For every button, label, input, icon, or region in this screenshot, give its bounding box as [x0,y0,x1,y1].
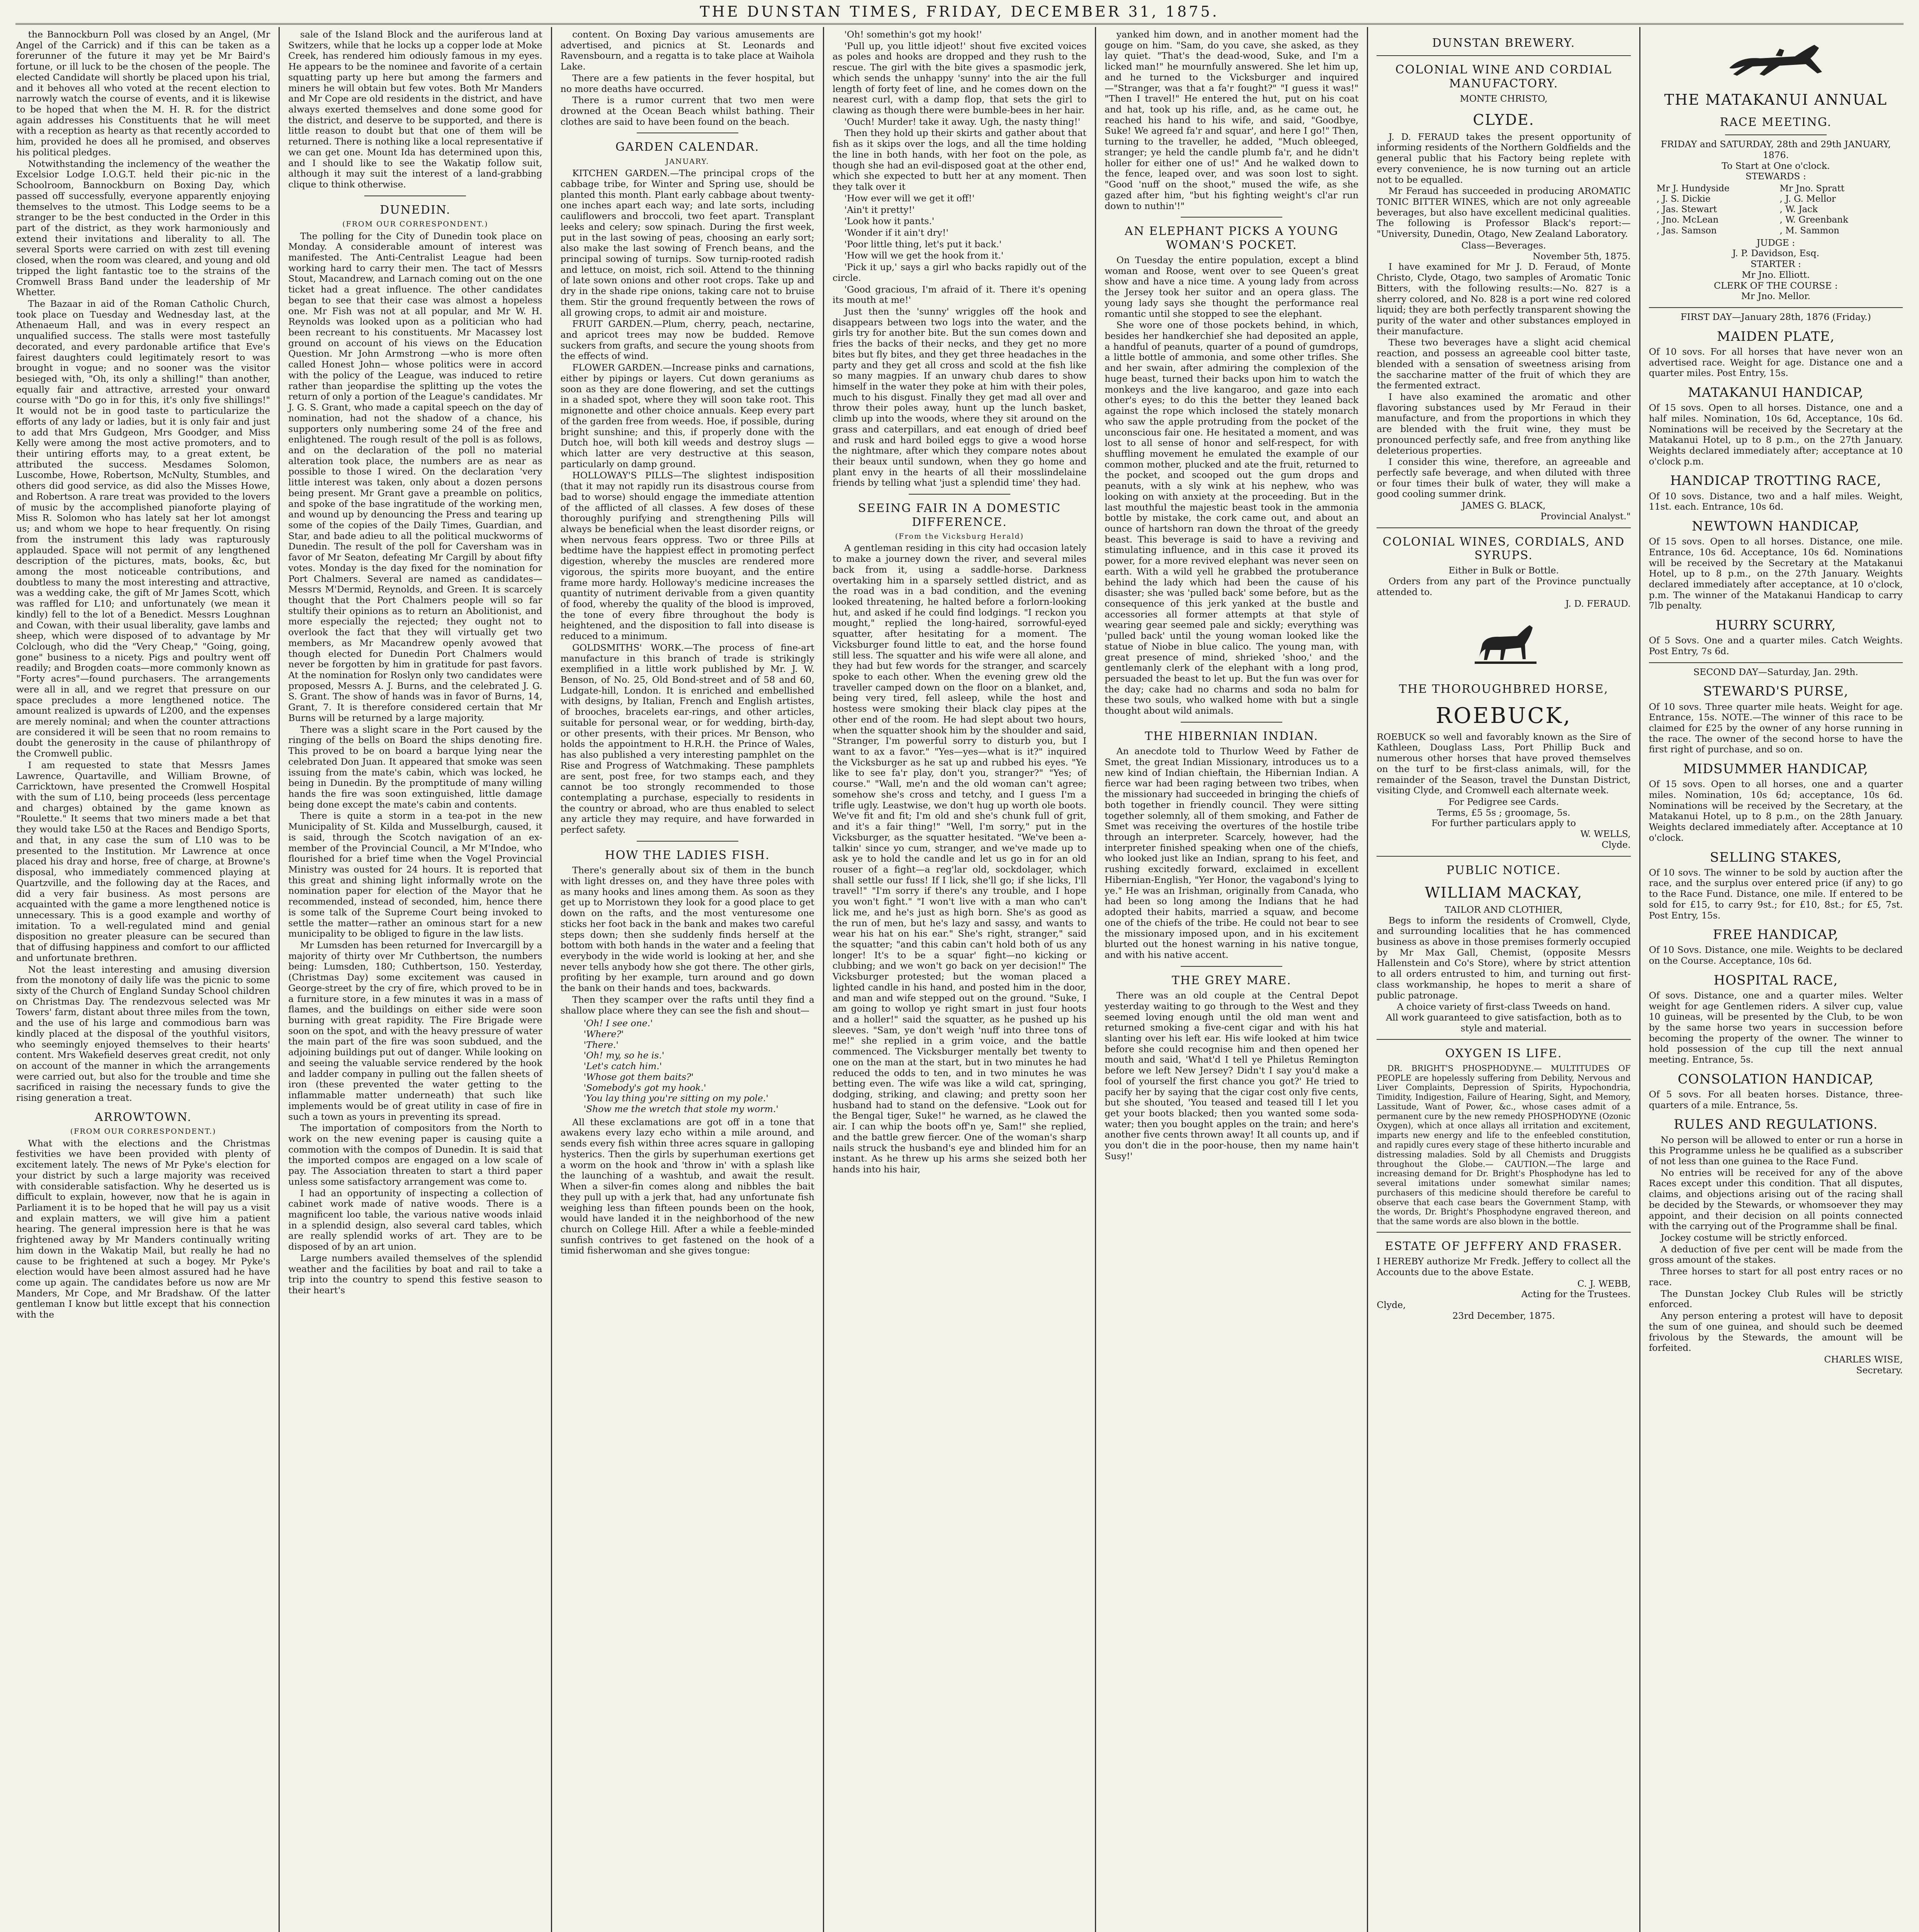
col3-paras [561,29,814,127]
wells-signature: W. WELLS, [1580,828,1631,840]
feraud-report-3: I have also examined the aromatic and other flavoring substances used by Mr Feraud in their manufacture, and from the proportions in which they are blended with the fruit wine, they must be pronounced perfectly safe, and free from anything like deleterious properties. [1377,391,1631,456]
stewards-list [1657,184,1903,236]
line: 'Let's catch him.' [583,1061,662,1072]
webb-date: 23rd December, 1875. [1452,1310,1555,1321]
paragraph: I am requested to state that Messrs James Lawrence, Quartaville, and William Browne, of Carricktown, have presented the Cromwell Hospital with the sum of L10, being proceeds (less percentage and charges) obtained by the game known as "Roulette." It seems that two miners made a bet that they would take L50 at the Races and Bendigo Sports, and that, in any case the sum of L10 was to be presented to the Institution. Mr Lawrence at once placed his dray and horse, free of charge, at Browne's disposal, who immediately commenced playing at Quartzville, and the following day at the Races, and did a very fair business. As most persons are acquainted with the game a more lengthened notice is unnecessary. This is a good example and worthy of imitation. To a well-regulated mind and genial disposition no greater pleasure can be secured than that of diffusing happiness and comfort to our afflicted and unfortunate brethren. [16,759,270,963]
paragraph: yanked him down, and in another moment had the gouge on him. "Sam, do you cave, she asked, as they lay quiet. "That's the dead-wood, Suke, and I'm a licked man!" he mournfully answered. She let him up, and he turned to the Vicksburger and inquired—"Stranger, was that a fa'r fought?" "I guess it was!" "Then I travel!" He entered the hut, put on his coat and hat, took up his rifle, and, as he came out, he reached his hand to his wife, and said, "Goodbye, Suke! We agreed fa'r and squar', and here I go!" Then, turning to the traveller, he added, "Much obleeged, stranger; ye held the candle plumb fa'r, and he didn't holler for either one of us!" And he walked down to the fence, leaped over, and was soon lost to sight. "Good 'nuff on the shoot," mused the wife, as she gazed after him, "but his fighting weight's cl'ar run down to nuthin'!" [1105,29,1359,211]
seeing-heading: SEEING FAIR IN A DOMESTIC DIFFERENCE. [858,502,1061,529]
seeing-sub: (From the Vicksburg Herald) [895,532,1024,541]
monte-christo: MONTE CHRISTO, [1460,93,1548,104]
horse-icon [1463,617,1544,675]
feraud-report-2: These two beverages have a slight acid chemical reaction, and possess an agreeable cool bitter taste, blended with a sensation of sweetness arising from the saccharine matter of the fruit of which they are the fermented extract. [1377,337,1631,391]
paragraph: The Dunstan Jockey Club Rules will be strictly enforced. [1649,1288,1903,1310]
feraud-bitters: Mr Feraud has succeeded in producing AROMATIC TONIC BITTER WINES, which are not only agreeable beverages, but also have excellent medicinal qualities. The following is Professor Black's report:— "University, Dunedin, Otago, New Zealand Laboratory. [1377,185,1631,240]
race-name: STEWARD'S PURSE, [1703,684,1849,699]
greymare-paras [1105,990,1358,1162]
paragraph: A deduction of five per cent will be made from the gross amount of the stakes. [1649,1243,1903,1265]
paragraph: Jockey costume will be strictly enforced. [1661,1232,1848,1243]
column-7 [1640,27,1911,1932]
elephant-heading: AN ELEPHANT PICKS A YOUNG WOMAN'S POCKET. [1124,224,1339,252]
roebuck-text: ROEBUCK so well and favorably known as the Sire of Kathleen, Douglass Lass, Port Phillip Buck and numerous other horses that have proved themselves on the turf to be first-class animals, will, for the remainder of the Season, travel the Dunstan District, visiting Clyde, and Cromwell each alternate week. [1377,731,1631,796]
divider [1377,1232,1630,1233]
col2-paras [288,29,542,190]
paragraph: An anecdote told to Thurlow Weed by Father de Smet, the great Indian Missionary, introduces us to a new kind of Indian chieftain, the Hibernian Indian. A fierce war had been raging between two tribes, when the missionary had succeeded in bringing the chiefs of both together in friendly council. They were sitting together solemnly, all of them smoking, and Father de Smet was receiving the overtures of the hostile tribe through an interpreter. Scarcely, however, had the interpreter finished speaking when one of the chiefs, who looked just like an Indian, sprang to his feet, and rushing excitedly forward, exclaimed in excellent Hibernian-English, "Yer Honor, the vagabond's lying to ye." He was an Irishman, originally from Canada, who had been so long among the Indians that he had adopted their habits, married a squaw, and become one of the chiefs of the tribe. He could not bear to see the missionary imposed upon, and in his excitement blurted out the honest warning in his native tongue, and with his native accent. [1105,746,1359,960]
racehorse-illustration [1649,37,1903,83]
paragraph: 'Pull up, you little idjeot!' shout five excited voices as poles and hooks are dropped and they rush to the rescue. The girl with the bite gives a spasmodic jerk, which sends the unhappy 'sunny' into the air the full length of forty feet of line, and he comes down on the nearest curl, with a damp flop, that sets the girl to clawing as though there were bumble-bees in her hair. [832,40,1087,116]
hibernian-heading: THE HIBERNIAN INDIAN. [1145,729,1319,743]
race-name: MATAKANUI HANDICAP, [1688,385,1864,401]
paragraph: 'Ain't it pretty!' [844,204,915,215]
paragraph: 'How ever will we get it off!' [844,192,975,204]
divider [1181,217,1282,218]
race-conditions: Of 10 sovs. Three quarter mile heats. Weight for age. Entrance, 15s. NOTE.—The winner of this race to be claimed for £25 by the owner of any horse running in the race. The owner of the second horse to have the first right of purchase, and so on. [1649,701,1903,755]
line: , J. S. Dickie [1656,194,1711,204]
stewards-label: STEWARDS : [1745,171,1806,182]
columns [8,27,1911,1932]
dunedin-sub: (FROM OUR CORRESPONDENT.) [342,220,488,229]
paragraph: There was a slight scare in the Port caused by the ringing of the bells on Board the ships denoting fire. This proved to be on board a barque lying near the celebrated Don Juan. It appeared that smoke was seen issuing from the mate's cabin, which was locked, he being in Dunedin. By the promptitude of many willing hands the fire was soon extinguished, little damage being done except the mate's cabin and contents. [288,724,542,810]
first-day: FIRST DAY—January 28th, 1876 (Friday.) [1680,311,1871,323]
paragraph: She wore one of those pockets behind, in which, besides her handkerchief she had deposited an apple, a handful of peanuts, quarter of a pound of gumdrops, a little bottle of ammonia, and some other trifles. She and her swain, after admiring the complexion of the huge beast, turned their backs upon him to watch the monkeys and the live kangaroo, and gaze into each other's eyes; to do this the better they leaned back against the rope which inclosed the stately monarch who saw the apple protruding from the pocket of the unconscious fair one. He hesitated a moment, and was lost to all sense of honor and self-respect, for with shuffling movement he emulated the example of our common mother, plucked and ate the fruit, returned to the pocket, and scooped out the gum drops and peanuts, with a sly wink at his nephew, who was looking on with anxiety at the proceeding. But in the last mouthful the majestic beast took in the ammonia bottle by mistake, the cork came out, and about an ounce of hartshorn ran down the throat of the greedy beast. This beverage is said to have a reviving and stimulating influence, and in this case it proved its power, for a more revived elephant was never seen on earth. With a wild yell he grabbed the protuberance behind the lady which had been the cause of his disaster; she was 'pulled back' some before, but as the consequence of this jerk yanked at the bustle and accessories all former attempts at that style of wearing gear seemed pale and sickly; everything was 'pulled back' until the young woman looked like the statue of Niobe in blue calico. The young man, with great presence of mind, shrieked 'shoo,' and the gentlemanly clerk of the elephant with a long prod, persuaded the beast to let up. But the fun was over for the day; cake had no charms and soda no balm for these two souls, who walked home with but a single thought about wild animals. [1105,320,1359,716]
line: , W. Jack [1780,204,1818,215]
rules-heading: RULES AND REGULATIONS. [1674,1117,1878,1133]
race-conditions: Of 10 sovs. The winner to be sold by auction after the race, and the surplus over entered price (if any) to go to the Race Fund. Distance, one mile. If entered to be sold for £15, to carry 9st.; for £10, 8st.; for £5, 7st. Post Entry, 15s. [1649,867,1903,921]
column-6 [1368,27,1640,1932]
paragraph: There is a rumor current that two men were drowned at the Ocean Beach whilst bathing. Their clothes are said to have been found on the beach. [560,95,814,127]
paragraph: Large numbers availed themselves of the splendid weather and the facilities by boat and rail to take a trip into the country to spend this festive season to their heart's [288,1252,542,1296]
divider [1649,662,1903,663]
race-conditions: Of 10 sovs. Distance, two and a half miles. Weight, 11st. each. Entrance, 10s 6d. [1649,490,1903,512]
race-name: FREE HANDICAP, [1713,927,1839,943]
paragraph: KITCHEN GARDEN.—The principal crops of the cabbage tribe, for Winter and Spring use, should be planted this month. Plant early cabbage about twenty-one inches apart each way; and late sorts, including cauliflowers and broccoli, two feet apart. Transplant leeks and celery; sow spinach. During the first week, put in the last sowing of peas, choosing an early sort; also make the last sowing of French beans, and the principal sowing of turnips. Sow turnip-rooted radish and lettuce, on moist, rich soil. Attend to the thinning of late sown onions and other root crops. Take up and dry in the shade ripe onions, taking care not to bruise them. Stir the ground frequently between the rows of all growing crops, to admit air and moisture. [560,168,814,318]
race-name: MIDSUMMER HANDICAP, [1683,761,1868,777]
elephant-paras [1105,255,1358,716]
column-4 [824,27,1096,1932]
line: 'Whose got them baits?' [583,1071,694,1082]
paragraph: Just then the 'sunny' wriggles off the hook and disappears between two logs into the water, and the girls try for another bite. But the sun comes down and fries the backs of their necks, and they get no more bites but fly bites, and they get three headaches in the party and they get all cross and scold at the fish like so many magpies. If an unwary chub dares to show himself in the water they poke at him with their poles, much to his disgust. Finally they get mad all over and throw their poles away, hunt up the lunch basket, climb up into the woods, where they sit around on the grass and caterpillars, and eat enough of dried beef and rusk and hard boiled eggs to give a wood horse the nightmare, after which they compare notes about their beaux until sundown, when they go home and plant envy in the hearts of all their mosslindelaine friends by telling what 'just a splendid time' they had. [832,306,1087,488]
feraud-signature: J. D. FERAUD. [1565,598,1631,609]
oxygen-heading: OXYGEN IS LIFE. [1445,1047,1562,1061]
col4-paras [833,29,1086,488]
racehorse-icon [1718,37,1834,83]
col1-paras [16,29,270,1104]
paragraph: 'Good gracious, I'm afraid of it. There it's opening its mouth at me!' [832,284,1087,306]
rules-list [1649,1135,1903,1354]
feraud-date: November 5th, 1875. [1533,250,1631,262]
paragraph: 'Wonder if it ain't dry!' [844,227,948,238]
paragraph: 'Ouch! Murder! take it away. Ugh, the nasty thing!' [844,116,1081,127]
divider [1377,856,1630,857]
brewery-heading: DUNSTAN BREWERY. [1432,36,1576,50]
paragraph: Three horses to start for all post entry races or no race. [1649,1266,1903,1287]
line: 'You lay thing you're sitting on my pole.' [583,1093,768,1104]
masthead: THE DUNSTAN TIMES, FRIDAY, DECEMBER 31, 1875. [15,0,1904,25]
paragraph: On Tuesday the entire population, except a blind woman and Roose, went over to see Queen's great show and have a nice time. A young lady from across the Jersey took her suitor and an opera glass. The young lady says she thought the performance real romantic until she stopped to see the elephant. [1105,255,1359,319]
paragraph: FLOWER GARDEN.—Increase pinks and carnations, either by pipings or layers. Cut down geraniums as soon as they are done flowering, and set the cuttings in a shaded spot, where they will soon take root. This mignonette and other choice annuals. Keep every part of the garden free from weeds. Hoe, if possible, during bright sunshine; and this, if properly done with the Dutch hoe, will both kill weeds and destroy slugs —which latter are very destructive at this season, particularly on damp ground. [560,362,814,469]
feraud-intro: J. D. FERAUD takes the present opportunity of informing residents of the Northern Goldfields and the general public that his Factory being replete with every convenience, he is now turning out an article not to be equalled. [1377,131,1631,185]
paragraph: Not the least interesting and amusing diversion from the monotony of daily life was the picnic to some sixty of the Church of England Sunday School children on Christmas Day. The rendezvous selected was Mr Towers' farm, distant about three miles from the town, and the use of his large and commodious barn was kindly placed at the disposal of the youthful visitors, who seemingly enjoyed themselves to their hearts' content. Mrs Wakefield deserves great credit, not only on account of the manner in which the arrangements were carried out, but also for the trouble and time she sacrificed in raising the necessary funds to give the rising generation a treat. [16,964,270,1104]
divider [1649,307,1903,308]
cordials-bulk: Either in Bulk or Bottle. [1448,565,1559,576]
line: 'Oh! I see one.' [583,1018,653,1029]
paragraph: There is quite a storm in a tea-pot in the new Municipality of St. Kilda and Musselburgh, caused, it is said, through the Scotch navigation of an ex-member of the Provincial Council, a Mr M'Indoe, who flourished for a brief time when the Vogel Provincial Ministry was ousted for 24 hours. It is reported that this great and shining light informally wrote on the nomination paper for election of the Mayor that he recommended, instead of seconded, him, hence there is some talk of the Supreme Court being invoked to settle the matter—rather an ominous start for a new municipality to be obliged to figure in the law lists. [288,810,542,939]
race-subtitle: RACE MEETING. [1720,115,1832,129]
horse-heading: THE THOROUGHBRED HORSE, [1399,682,1609,696]
dunedin-paras [288,231,542,1296]
divider [637,841,738,842]
paragraph: A gentleman residing in this city had occasion lately to make a journey down the river, and several miles back from it, using a saddle-horse. Darkness overtaking him in a sparsely settled district, and as the road was in a bad condition, and the evening looked threatening, he halted before a forlorn-looking hut, and asked if he could find lodgings. "I reckon you mought," replied the long-haired, sorrowful-eyed squatter, after hesitating for a moment. The Vicksburger found little to eat, and the horse found still less. The squatter and his wife were all alone, and they had but few words for the stranger, and scarcely spoke to each other. When the evening grew old the traveller camped down on the floor on a blanket, and, being very tired, fell asleep, while the host and hostess were smoking their black clay pipes at the other end of the room. He had slept about two hours, when the squatter shook him by the shoulder and said, "Stranger, I'm powerful sorry to disturb you, but I want to ax a favor." "Yes—yes—what is it?" inquired the Vicksburger as he sat up and rubbed his eyes. "Ye like to see fa'r play, don't you, stranger?" "Yes; of course." "Wall, me'n and the old woman can't agree; somehow she's cross and tetchy, and I guess I'm a trifle ugly. Leastwise, we don't hug up worth ole boots. We've fit and fit; I'm old and she's chunk full of grit, and it's a fair thing!" "Well, I'm sorry," put in the Vicksburger, as the squatter hesitated. "We've been a-talkin' since yo cum, stranger, and we've made up to ask ye to hold the candle and let us go in for an old rouser of a fight—a reg'lar old, sockdolager, which shall settle our fuss! If I lick, she'll go; if she licks, I'll travel!" "I'm sorry if there's any trouble, and I hope you won't fight." "I won't live with a man who can't lick me, and he's just as high born. She's as good as the run of men, but he's lazy and sassy, and wants to wear his hat on his ear." She's right, stranger," said the squatter; "and this cabin can't hold both of us any longer! It's to be a squar' fight—no kicking or clubbing; and we won't go back on yer decision!" The Vicksburger protested; but the woman placed a lighted candle in his hand, and posted him in the door, and man and wife stepped out on the ground. "Suke, I am going to wollop ye right smart in just four hoots and a holler!" said the squatter, as he pushed up his sleeves. "Sam, ye don't weigh 'nuff into three tons of me!" she replied in a grim voice, and the battle commenced. The Vicksburger mentally bet twenty to one on the man at the start, but in two minutes he had reduced the odds to ten, and in two minutes he was betting even. The wife was like a wild cat, springing, dodging, striking, and clawing; and pretty soon her husband had to stand on the defensive. "Look out for the Bengal tiger, Suke!" he warned, as he clawed the air. I can whip the boots off'n ye, Sam!" she replied, and the battle grew fiercer. One of the woman's sharp nails struck the husband's eye and blinded him for an instant. As he threw up his arms she seized both her hands into his hair, [832,543,1087,1175]
column-3 [552,27,824,1932]
paragraph: Mr Lumsden has been returned for Invercargill by a majority of thirty over Mr Cuthbertson, the numbers being: Lumsden, 180; Cuthbertson, 150. Yesterday, (Christmas Day) some excitement was caused in George-street by the cry of fire, which proved to be in a furniture store, in a few minutes it was in a mass of flames, and the buildings on either side were soon burning with great rapidity. The Fire Brigade were soon on the spot, and with the heavy pressure of water the main part of the fire was soon subdued, and the adjoining buildings put out of danger. While looking on and seeing the valuable service rendered by the hook and ladder company in pulling out the fallen sheets of iron (these prevented the water getting to the inflammable matter underneath) that such like implements would be of great utility in case of fire in such a town as yours in preventing its spread. [288,940,542,1122]
mackay-text: Begs to inform the residents of Cromwell, Clyde, and surrounding localities that he has commenced business as above in those premises formerly occupied by Mr Max Gall, Chemist, (opposite Messrs Hallenstein and Co's Store), where by strict attention to all orders entrusted to him, and turning out first-class workmanship, he hopes to merit a share of public patronage. [1377,915,1631,1001]
goldsmiths-paragraph: GOLDSMITHS' WORK.—The process of fine-art manufacture in this branch of trade is strikingly exemplified in a little work published by Mr. J. W. Benson, of No. 25, Old Bond-street and of 58 and 60, Ludgate-hill, London. It is enriched and embellished with designs, by Italian, French and English artistes, of brooches, bracelets ear-rings, and other articles, suitable for personal wear, or for wedding, birth-day, or other presents, with their prices. Mr Benson, who holds the appointment to H.R.H. the Prince of Wales, has also published a very interesting pamphlet on the Rise and Progress of Watchmaking. These pamphlets are sent, post free, for two stamps each, and they cannot be too strongly recommended to those contemplating a purchase, especially to residents in the country or abroad, who are thus enabled to select any article they may require, and have forwarded in perfect safety. [560,642,814,835]
paragraph: FRUIT GARDEN.—Plum, cherry, peach, nectarine, and apricot trees may now be budded. Remove suckers from grafts, and secure the young shoots from the effects of wind. [560,318,814,362]
line: 'Somebody's got my hook.' [583,1082,706,1093]
divider [909,494,1010,495]
line: , Jas. Stewart [1656,204,1717,215]
webb-title: Acting for the Trustees. [1521,1289,1631,1300]
race-name: HURRY SCURRY, [1715,617,1836,633]
line: , Jas. Samson [1656,225,1717,236]
clerk-name: Mr Jno. Mellor. [1741,291,1810,302]
divider [1377,1039,1630,1040]
race-conditions: Of sovs. Distance, one and a quarter miles. Welter weight for age Gentlemen riders. A silver cup, value 10 guineas, will be presented by the Club, to be won by the same horse two years in succession before becoming the property of the owner. The winner to hold possession of the cup till the next annual meeting. Entrance, 5s. [1649,990,1903,1065]
column-5 [1096,27,1368,1932]
judge-label: JUDGE : [1756,237,1795,248]
paragraph: The Bazaar in aid of the Roman Catholic Church, took place on Tuesday and Wednesday last, at the Athenaeum Hall, and was in every respect an unqualified success. The stalls were most tastefully decorated, and every pardonable artifice that Eve's fairest daughters could legitimately resort to was brought in vogue; and no sooner was the visitor besieged with, "Oh, its only a shilling!" than another, equally fair and attractive, arrested your onward course with "Do go in for this, it's only five shillings!" It would not be in good taste to particularize the efforts of any lady or ladies, but it is only fair and just to add that Mrs Gudgeon, Mrs Goodger, and Miss Kelly were among the most active promoters, and to their untiring efforts may, to a great extent, be attributed the success. Mesdames Solomon, Luscombe, Howe, Robertson, McNulty, Stumbles, and others did good service, as did also the Misses Howe, and Robertson. A rare treat was provided to the lovers of music by the accomplished pianoforte playing of Miss R. Solomon who has lately sat her lot amongst us; and whom we hope to hear frequently. On rising from the instrument this lady was rapturously applauded. Space will not permit of any lengthened description of the pictures, mats, books, &c, but among the most noticeable contributions, and doubtless to many the most interesting and attractive, was a wedding cake, the gift of Mr James Scott, which was raffled for L10; and unfortunately (we mean it kindly) fell to the lot of a Benedict. Messrs Loughnan and Cowan, with their usual liberality, gave lambs and sheep, which were disposed of to advantage by Mr Colclough, who did the "Very Cheap," "Going, going, gone" business to a nicety. Pigs and poultry went off readily; and Brogden coats—more commonly known as "Forty acres"—found purchasers. The arrangements were all in all, and we regret that pressure on our space precludes a more lengthened notice. The amount realized is upwards of L200, and the expenses are merely nominal; and when the counter attractions are considered it will be seen that no room remains to doubt the generosity in the cause of philanthropy of the Cromwell public. [16,298,270,759]
mackay-guarantee: All work guaranteed to give satisfaction, both as to style and material. [1386,1012,1622,1034]
race-conditions: Of 15 sovs. Open to all horses, one and a quarter miles. Nomination, 10s 6d; acceptance, 10s 6d. Nominations will be received by the Secretary, at the Matakanui Hotel, up to 8 p.m., on the 28th January. Weights declared immediately after. Acceptance at 10 o'clock. [1649,779,1903,843]
race-conditions: Of 5 Sovs. One and a quarter miles. Catch Weights. Post Entry, 7s 6d. [1649,635,1903,656]
paragraph: the Bannockburn Poll was closed by an Angel, (Mr Angel of the Carrick) and if this can be taken as a forerunner of the future it may yet be Mr Baird's fortune, or ill luck to be the chosen of the people. The elected Candidate will shortly be placed upon his trial, and it behoves all who voted at the recent election to narrowly watch the course of events, and it is likewise to be hoped that when the M. H. R. for the district again addresses his Constituents that he will meet with a reception as hearty as that recently accorded to him, provided he does all he promised, and observes his political pledges. [16,29,270,158]
race-name: CONSOLATION HANDICAP, [1678,1071,1874,1087]
column-2 [280,27,552,1932]
feraud-report-4: I consider this wine, therefore, an agreeable and perfectly safe beverage, and when diluted with three or four times their bulk of water, they will make a good cooling summer drink. [1377,456,1631,500]
line: 'Where?' [583,1029,624,1039]
paragraph: No person will be allowed to enter or run a horse in this Programme unless he be qualified as a subscriber of not less than one guinea to the Race Fund. [1649,1134,1903,1167]
line: , M. Sammon [1780,225,1839,236]
paragraph: sale of the Island Block and the auriferous land at Switzers, while that he locks up a copper lode at Moke Creek, has rendered him odiously famous in my eyes. He appears to be the nominee and favorite of a certain squatting party up here but among the farmers and miners he will obtain but few votes. Both Mr Manders and Mr Cope are old residents in the district, and have always exerted themselves and done some good for the district, and deserve to be supported, and there is little reason to doubt but that one of them will be returned. There is nothing like a local representative if we can get one. Mount Ida has determined upon this, and I should like to see the Wakatip follow suit, although it may suit the interest of a land-grabbing clique to think otherwise. [288,29,542,190]
race-title: THE MATAKANUI ANNUAL [1664,91,1888,108]
paragraph: What with the elections and the Christmas festivities we have been provided with plenty of excitement lately. The news of Mr Pyke's election for your district by such a large majority was received with considerable satisfaction. Why he deserted us is difficult to explain, however, now that he is again in Parliament it is to be hoped that he will pay us a visit and explain matters, we will give him a patient hearing. The general impression here is that he was frightened away by Mr Manders continually writing him down in the Wakatip Mail, but really he had no cause to be frightened at such a bogey. Mr Pyke's election would have been almost assured had he have come up again. The candidates before us now are Mr Manders, Mr Cope, and Mr Bradshaw. Of the latter gentleman I know but little except that his connection with the [16,1138,270,1320]
race-conditions: Of 15 sovs. Open to all horses. Distance, one mile. Entrance, 10s 6d. Acceptance, 10s 6d. Nominations will be received by the Secretary at the Matakanui Hotel, up to 8 p.m., on the 27th January. Weights declared immediately after acceptance, at 10 o'clock, p.m. The winner of the Matakanui Handicap to carry 7lb penalty. [1649,536,1903,611]
paragraph: 'Pick it up,' says a girl who backs rapidly out of the circle. [832,262,1087,283]
black-signature: JAMES G. BLACK, [1462,500,1546,511]
webb-place: Clyde, [1377,1299,1406,1311]
race-conditions: Of 5 sovs. For all beaten horses. Distance, three-quarters of a mile. Entrance, 5s. [1649,1089,1903,1111]
colonial-heading: COLONIAL WINE AND CORDIAL MANUFACTORY. [1395,63,1612,90]
race-name: HOSPITAL RACE, [1713,972,1838,988]
paragraph: The importation of compositors from the North to work on the new evening paper is causing quite a commotion with the compos of Dunedin. It is said that the imported compos are engaged on a low scale of pay. The Association threaten to start a third paper unless some satisfactory arrangement was come to. [288,1122,542,1187]
paragraph: I had an opportunity of inspecting a collection of cabinet work made of native woods. There is a magnificent loo table, the various native woods inlaid in a splendid design, also several card tables, which are really splendid works of art. They are to be disposed of by an art union. [288,1187,542,1252]
race-conditions: Of 10 sovs. For all horses that have never won an advertised race. Weight for age. Distance one and a quarter miles. Post Entry, 15s. [1649,346,1903,379]
public-notice-heading: PUBLIC NOTICE. [1446,863,1561,877]
garden-sub: JANUARY. [665,157,709,166]
secretary-title: Secretary. [1856,1364,1903,1376]
cordials-heading: COLONIAL WINES, CORDIALS, AND SYRUPS. [1382,535,1625,562]
hibernian-paras [1105,746,1358,960]
divider [1181,722,1282,723]
race-name: NEWTOWN HANDICAP, [1692,518,1860,534]
line: , Jno. McLean [1656,215,1719,225]
terms: Terms, £5 5s ; groomage, 5s. [1437,807,1571,818]
races-day2 [1649,684,1903,1111]
line: , J. G. Mellor [1780,194,1836,204]
judge-name: J. P. Davidson, Esq. [1732,248,1819,259]
race-conditions: Of 15 sovs. Open to all horses. Distance, one and a half miles. Nomination, 10s 6d, Acceptance, 10s 6d. Nominations will be received by the Secretary at the Matakanui Hotel, up to 8 p.m., on the 27th January. Weights declared immediately after; acceptance at 10 o'clock p.m. [1649,402,1903,467]
arrowtown-paras [16,1138,270,1320]
column-1 [8,27,280,1932]
terms-apply: For further particulars apply to [1431,818,1576,829]
divider [1377,527,1630,528]
paragraph: Then they scamper over the rafts until they find a shallow place where they can see the fish and shout— [560,994,814,1016]
race-dates: FRIDAY and SATURDAY, 28th and 29th JANUARY, 1876. [1661,139,1891,160]
clyde-heading: CLYDE. [1473,111,1535,128]
race-start: To Start at One o'clock. [1722,160,1830,171]
horse-illustration [1377,617,1630,675]
paragraph: 'Oh! somethin's got my hook!' [844,29,982,40]
ladies-dialogue [584,1018,814,1114]
secretary-signature: CHARLES WISE, [1824,1354,1903,1365]
starter-name: Mr Jno. Elliott. [1742,269,1810,280]
divider [1725,134,1827,135]
paragraph: No entries will be received for any of the above Races except under this condition. That all disputes, claims, and objections arising out of the racing shall be decided by the Stewards, or whomsoever they may appoint, and their decision on all points connected with the carrying out of the Programme shall be final. [1649,1167,1903,1232]
race-name: MAIDEN PLATE, [1717,328,1835,344]
garden-heading: GARDEN CALENDAR. [615,140,760,154]
starter-label: STARTER : [1751,259,1801,270]
divider [1377,55,1630,56]
col5-paras [1105,29,1358,211]
races-day1 [1649,329,1903,657]
black-title: Provincial Analyst." [1540,510,1631,522]
ladies-paras [561,865,814,1016]
second-day: SECOND DAY—Saturday, Jan. 29th. [1693,666,1858,677]
paragraph: Any person entering a protest will have to deposit the sum of one guinea, and should such be deemed frivolous by the Stewards, the amount will be forfeited. [1649,1310,1903,1354]
clerk-label: CLERK OF THE COURSE : [1713,280,1838,291]
wells-place: Clyde. [1601,839,1631,850]
line: , W. Greenbank [1780,215,1848,225]
arrowtown-sub: (FROM OUR CORRESPONDENT.) [70,1127,216,1136]
paragraph: The polling for the City of Dunedin took place on Monday. A considerable amount of interest was manifested. The Anti-Centralist League had been working hard to carry their men. The tact of Messrs Stout, Macandrew, and Larnach coming out on the one ticket had a great influence. The other candidates began to see that their case was almost a hopeless one. Mr Fish was not at all popular, and Mr W. H. Reynolds was looked upon as a politician who had been recreant to his constituents. Mr Macassey lost ground on account of his views on the Education Question. Mr John Armstrong —who is more often called Honest John— whose politics were in accord with the policy of the League, was induced to retire rather than jeopardise the splitting up the votes the return of only a portion of the League's candidates. Mr J. G. S. Grant, who made a capital speech on the day of nomination, had not the shadow of a chance, his supporters only numbering some 24 of the free and enlightened. The rough result of the poll is as follows, and on the declaration of the poll no material alteration took place, the numbers are as near as possible to those I wired. On the declaration 'very little interest was taken, only about a dozen persons being present. Mr Grant gave a preamble on politics, and spoke of the base ingratitude of the working men, and wound up by denouncing the Press and tearing up some of the copies of the Daily Times, Guardian, and Star, and bade adieu to all the political muckworms of Dunedin. The result of the poll for Caversham was in favor of Mr Seaton, defeating Mr Cargill by about fifty votes. Monday is the day fixed for the nomination for Port Chalmers. Several are named as candidates—Messrs M'Dermid, Reynolds, and Green. It is scarcely thought that the Port Chalmers people will so far stultify their opinions as to return an Abolitionist, and more especially the rejected; they ought not to overlook the fact that they will virtually get two members, as Mr Macandrew openly avowed that though elected for Dunedin Port Chalmers would never be forgotten by him in gratitude for past favors. At the nomination for Roslyn only two candidates were proposed, Messrs A. J. Burns, and the celebrated J. G. S. Grant. The show of hands was in favor of Burns, 14, Grant, 7. It is therefore considered certain that Mr Burns will be returned by a large majority. [288,230,542,723]
paragraph: Notwithstanding the inclemency of the weather the Excelsior Lodge I.O.G.T. held their pic-nic in the Schoolroom, Bannockburn on Boxing Day, which passed off successfully, everyone apparently enjoying themselves to the utmost. This Lodge seems to be a stranger to be the best conducted in the Order in this part of the district, as they work harmoniously and extend their invitations and liberality to all. The several Sports were carried on with zest till evening closed, when the room was cleared, and young and old tripped the light fantastic toe to the strains of the Cromwell Brass Band under the leadership of Mr Whetter. [16,158,270,298]
feraud-class: Class—Beverages. [1461,240,1546,251]
paragraph: There are a few patients in the fever hospital, but no more deaths have occurred. [560,72,814,94]
ladies-tail: All these exclamations are got off in a tone that awakens every lazy echo within a mile around, and sends every fish within three acres square in galloping hysterics. Then the girls by superhuman exertions get a worm on the hook and 'throw in' with a splash like the launching of a washtub, and await the result. When a silver-fin comes along and nibbles the bait they pull up with a jerk that, had any unfortunate fish weighing less than fifteen pounds been on the hook, would have landed it in the neighborhood of the new church on College Hill. After a while a feeble-minded sunfish contrives to get fastened on the hook of a timid fisherwoman and she gives tongue: [560,1116,814,1256]
line: Mr Jno. Spratt [1780,184,1844,194]
divider [1181,966,1282,967]
dunedin-heading: DUNEDIN. [380,203,451,217]
paragraph: Then they hold up their skirts and gather about that fish as it skips over the logs, and all the time holding the line in both hands, with her foot on the pole, as though she had an evil-disposed goat at the other end, which she expected to butt her at any moment. Then they talk over it [832,128,1087,192]
cordials-orders: Orders from any part of the Province punctually attended to. [1377,576,1631,597]
paragraph: There's generally about six of them in the bunch with light dresses on, and they have three poles with as many hooks and lines among them. As soon as they get up to Morristown they look for a good place to get down on the rafts, and the most venturesome one sticks her foot back in the bank and makes two careful steps down; then she suddenly finds herself at the bottom with both hands in the water and a feeling that everybody in the wide world is looking at her, and she never tells anybody how she got there. The other girls, profiting by her example, turn around and go down the bank on their hands and toes, backwards. [560,865,814,994]
greymare-heading: THE GREY MARE. [1171,973,1292,987]
line: 'There.' [583,1039,619,1050]
paragraph: 'Look how it pants.' [844,216,935,227]
mackay-sub: TAILOR AND CLOTHIER, [1445,904,1563,915]
race-name: HANDICAP TROTTING RACE, [1670,473,1882,489]
estate-text: I HEREBY authorize Mr Fredk. Jeffery to collect all the Accounts due to the above Estate. [1377,1256,1631,1277]
line: 'Show me the wretch that stole my worm.' [583,1104,778,1115]
paragraph: 'How will we get the hook from it.' [844,250,1004,261]
mackay-heading: WILLIAM MACKAY, [1424,884,1583,901]
seeing-paras [833,543,1086,1175]
feraud-report: I have examined for Mr J. D. Feraud, of Monte Christo, Clyde, Otago, two samples of Aromatic Tonic Bitters, with the following results:—No. 827 is a sherry colored, and No. 828 is a port wine red colored liquid; they are both perfectly transparent showing the purity of the water and other substances employed in their manufacture. [1377,261,1631,337]
webb-signature: C. J. WEBB, [1577,1278,1631,1289]
mackay-tweeds: A choice variety of first-class Tweeds on hand. [1397,1001,1611,1012]
garden-paras [561,168,814,469]
estate-heading: ESTATE OF JEFFERY AND FRASER. [1385,1239,1623,1253]
pedigree-note: For Pedigree see Cards. [1448,796,1559,808]
line: 'Oh! my, so he is.' [583,1050,665,1061]
roebuck-heading: ROEBUCK, [1436,703,1572,728]
race-conditions: Of 10 Sovs. Distance, one mile. Weights to be declared on the Course. Acceptance, 10s 6d. [1649,944,1903,966]
ladies-heading: HOW THE LADIES FISH. [605,848,770,862]
arrowtown-heading: ARROWTOWN. [94,1110,192,1124]
phosphodyne-text: DR. BRIGHT'S PHOSPHODYNE.— MULTITUDES OF PEOPLE are hopelessly suffering from Debility, Nervous and Liver Complaints, Depression of Spirits, Hypochondria, Timidity, Indigestion, Failure of Hearing, Sight, and Memory, Lassitude, Want of Power, &c., whose cases admit of a permanent cure by the new remedy PHOSPHODYNE (Ozonic Oxygen), which at once allays all irritation and excitement, imparts new energy and life to the enfeebled constitution, and rapidly cures every stage of these hitherto incurable and distressing maladies. Sold by all Chemists and Druggists throughout the Globe.— CAUTION.—The large and increasing demand for Dr. Bright's Phosphodyne has led to several imitations under somewhat similar names; purchasers of this medicine should therefore be careful to observe that each case bears the Government Stamp, with the words, Dr. Bright's Phosphodyne engraved thereon, and that the same words are also blown in the bottle. [1377,1063,1631,1226]
paragraph: content. On Boxing Day various amusements are advertised, and picnics at St. Leonards and Ravensbourn, and a regatta is to take place at Waihola Lake. [560,29,814,72]
paragraph: 'Poor little thing, let's put it back.' [844,238,1002,250]
holloway-paragraph: HOLLOWAY'S PILLS—The slightest indisposition (that it may not rapidly run its disastrous course from bad to worse) should engage the immediate attention of the afflicted of all classes. A few doses of these thoroughly purifying and strengthening Pills will always be beneficial when the least disorder reigns, or when nervous fears oppress. Two or three Pills at bedtime have the happiest effect in promoting perfect digestion, whereby the muscles are rendered more vigorous, the spirits more buoyant, and the entire frame more hardy. Holloway's medicine increases the quantity of nutriment derivable from a given quantity of food, whereby the quality of the blood is improved, the tone of every fibre throughout the body is heightened, and the disposition to fall into disease is reduced to a minimum. [560,470,814,642]
paragraph: There was an old couple at the Central Depot yesterday waiting to go through to the West and they seemed loving enough until the old man went and returned smoking a five-cent cigar and with his hat slanting over his left ear. His wife looked at him twice before she could recognise him and then opened her mouth and said, 'What'd I tell ye Philetus Remington before we left New Jersey? Didn't I say you'd make a fool of yourself the first chance you got?' He tried to pacify her by saying that the cigar cost only five cents, but she shouted, 'You teased and teased till I let you get your boots blacked; then you wanted some soda-water; then you bought apples on the train; and here's another five cents thrown away! It all counts up, and if you don't die in the poor-house, then my name hain't Susy!' [1105,990,1359,1162]
line: Mr J. Hundyside [1656,184,1730,194]
race-name: SELLING STAKES, [1710,849,1842,865]
